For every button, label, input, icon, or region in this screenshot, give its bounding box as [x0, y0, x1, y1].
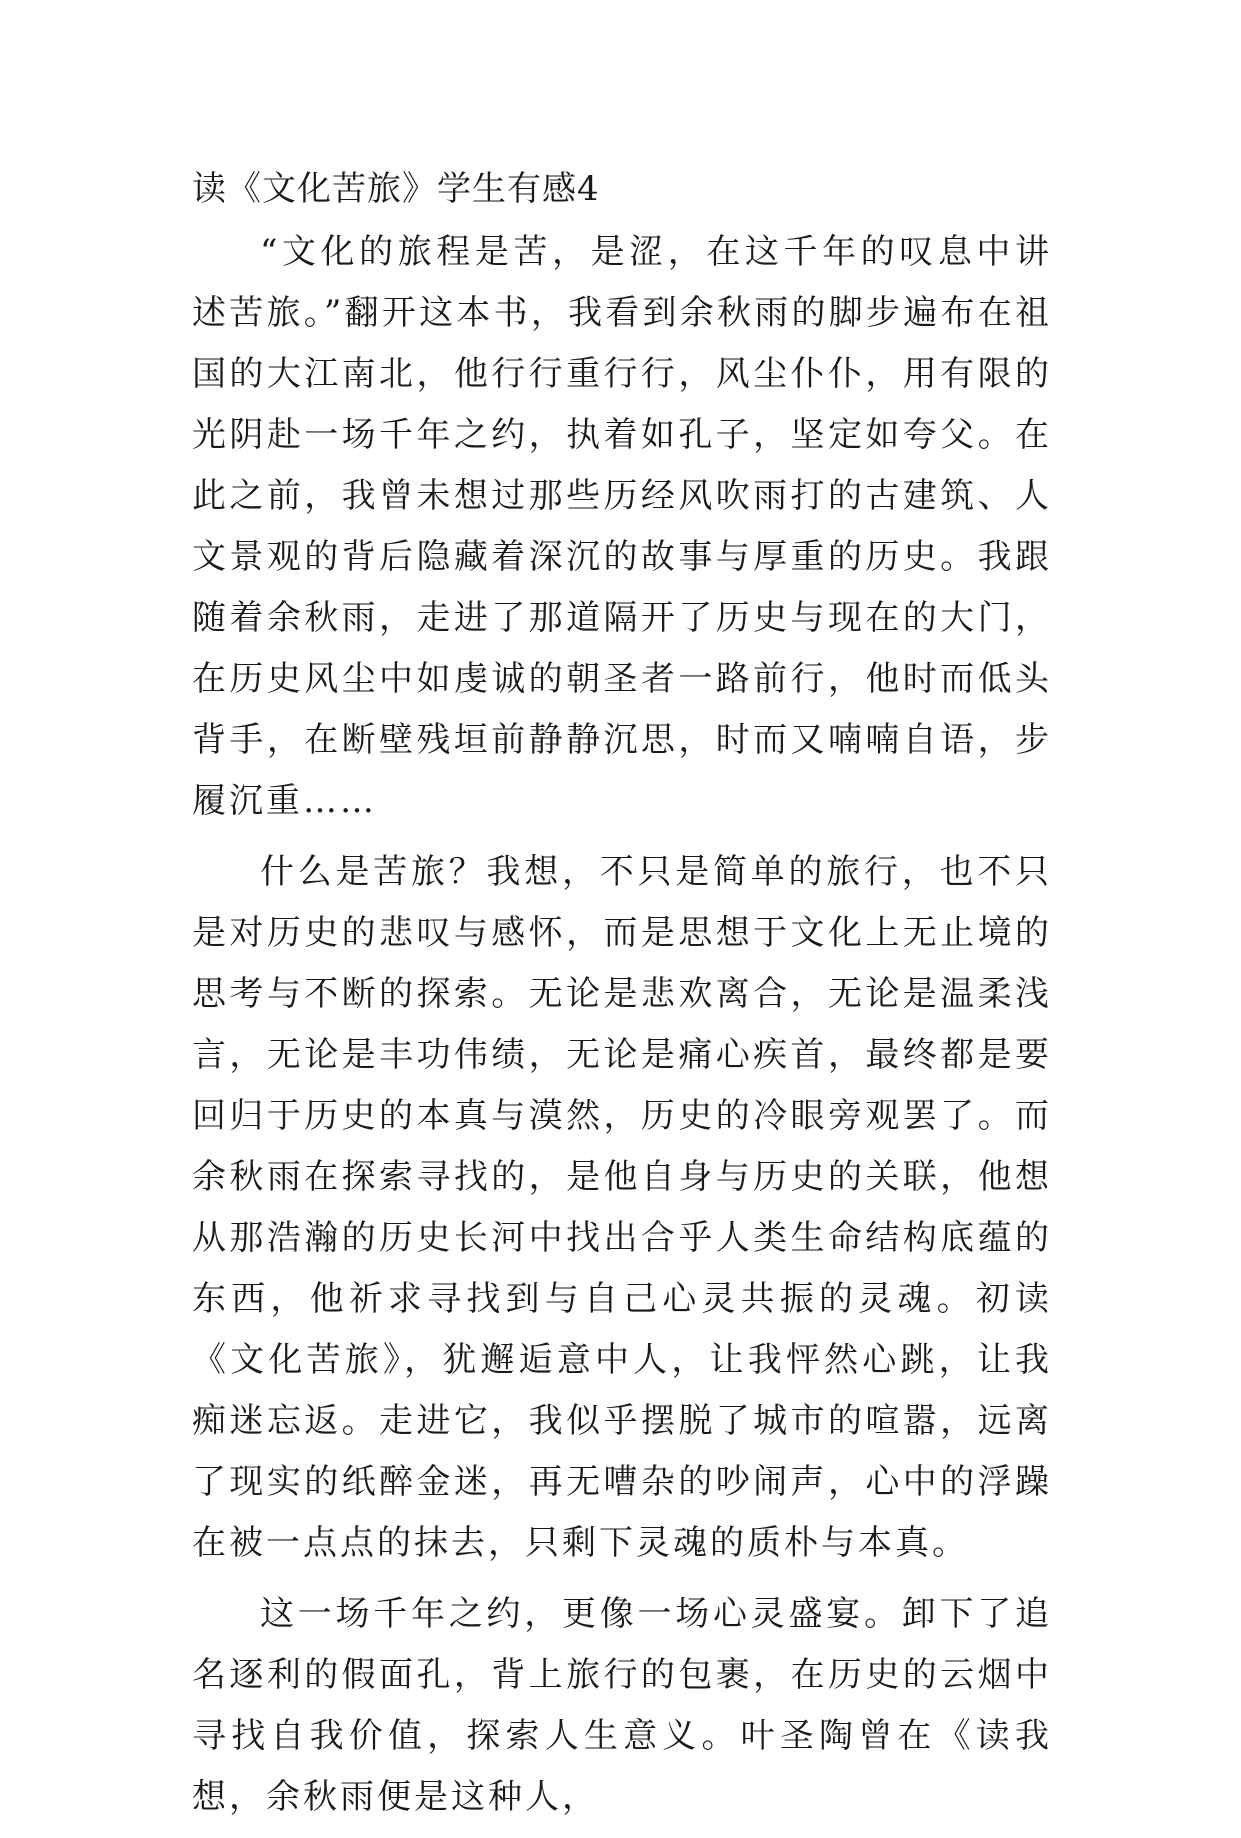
document-title: 读《文化苦旅》学生有感4: [192, 169, 600, 209]
document-body: [192, 160, 1052, 1838]
paragraph-3: 这一场千年之约，更像一场心灵盛宴。卸下了追名逐利的假面孔，背上旅行的包裹，在历史的云烟中寻找自我价值，探索人生意义。叶圣陶曾在《读我想，余秋雨便是这种人，: [192, 1594, 1052, 1817]
paragraph-1: “文化的旅程是苦，是涩，在这千年的叹息中讲述苦旅。”翻开这本书，我看到余秋雨的脚步遍布在祖国的大江南北，他行行重行行，风尘仆仆，用有限的光阴赴一场千年之约，执着如孔子，坚定如夸父。在此之前，我曾未想过那些历经风吹雨打的古建筑、人文景观的背后隐藏着深沉的故事与厚重的历史。我跟随着余秋雨，走进了那道隔开了历史与现在的大门，在历史风尘中如虔诚的朝圣者一路前行，他时而低头背手，在断壁残垣前静静沉思，时而又喃喃自语，步履沉重……: [192, 232, 1052, 821]
paragraph-2: 什么是苦旅？我想，不只是简单的旅行，也不只是对历史的悲叹与感怀，而是思想于文化上无止境的思考与不断的探索。无论是悲欢离合，无论是温柔浅言，无论是丰功伟绩，无论是痛心疾首，最终都是要回归于历史的本真与漠然，历史的冷眼旁观罢了。而余秋雨在探索寻找的，是他自身与历史的关联，他想从那浩瀚的历史长河中找出合乎人类生命结构底蕴的东西，他祈求寻找到与自己心灵共振的灵魂。初读《文化苦旅》，犹邂逅意中人，让我怦然心跳，让我痴迷忘返。走进它，我似乎摆脱了城市的喧嚣，远离了现实的纸醉金迷，再无嘈杂的吵闹声，心中的浮躁在被一点点的抹去，只剩下灵魂的质朴与本真。: [192, 852, 1052, 1563]
